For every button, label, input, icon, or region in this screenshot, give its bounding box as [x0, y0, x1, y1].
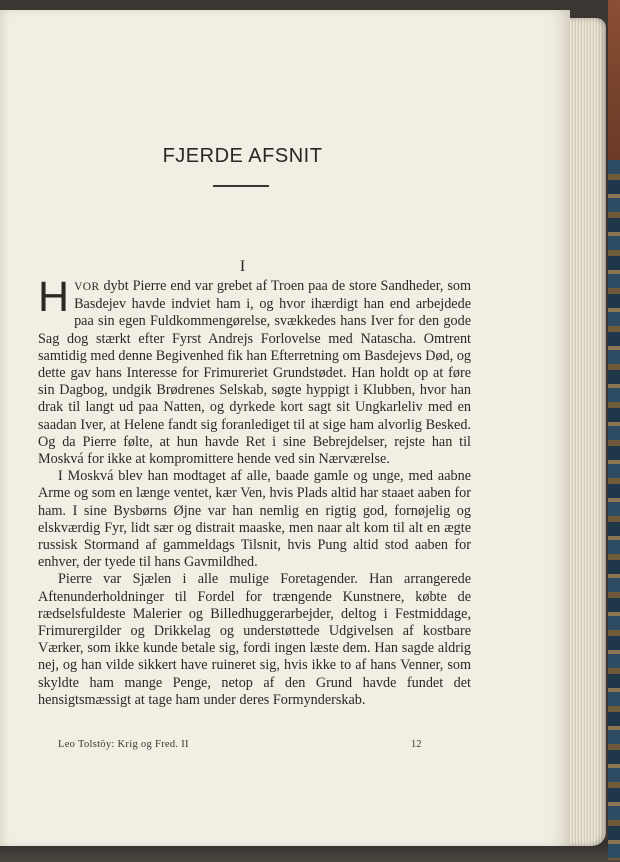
book-spine: [608, 160, 620, 860]
section-number: I: [239, 258, 246, 275]
footer-signature: Leo Tolstöy: Krig og Fred. II: [58, 739, 189, 750]
first-word-smallcaps: VOR: [74, 281, 100, 293]
footer-sheet-number: 12: [411, 739, 422, 750]
paragraph-1: [38, 273, 472, 468]
chapter-title: FJERDE AFSNIT: [162, 145, 323, 167]
paragraph-3: Pierre var Sjælen i alle mulige Foretagender. Han arrangerede Aftenunderholdninger til Fordel for trængende Kunstnere, købte de rædselsfuldeste Malerier og Billedhuggerarbejder, deltog i Festmiddage, Frimurergilder og Drikkelag og understøttede Udgivelsen af kostbare Værker, som ikke kunde betale sig, fordi ingen læste dem. Han sagde aldrig nej, og han vilde sikkert have ruineret sig, hvis ikke to af hans Venner, som skyldte ham mange Penge, netop af den Grund havde fundet det hensigtsmæssigt at tage ham under deres Formynderskab.: [38, 571, 471, 708]
paragraph-1-text: dybt Pierre end var grebet af Troen paa de store Sandheder, som Basdejev havde indviet ham i, og hvor ihærdigt han end arbejdede paa sin egen Fuldkommengørelse, svækkedes hans Iver for den gode Sag dog stærkt efter Fyrst Andrejs Forlovelse med Natascha. Omtrent samtidig med denne Begivenhed fik han Efterretning om Basdejevs Død, og dette gav hans Interesse for Frimureriet Grundstødet. Han holdt op at føre sin Dagbog, undgik Brødrenes Selskab, søgte hyppigt i Klubben, hvor han drak til langt ud paa Natten, og dyrkede kort sagt sit Ungkarleliv med en saadan Iver, at Helene fandt sig foranlediget til at sige ham alvorlig Besked. Og da Pierre følte, at hun havde Ret i sine Bebrejdelser, rejste han til Moskvá for ikke at kompromittere hende ved sin Nærværelse.: [38, 278, 472, 468]
book-page: [0, 10, 570, 846]
paragraph-2: I Moskvá blev han modtaget af alle, baade gamle og unge, med aabne Arme og som en længe ventet, kær Ven, hvis Plads altid har staaet aaben for ham. I sine Bysbørns Øjne var han nemlig en rigtig god, fornøjelig og elskværdig Fyr, lidt sær og distrait maaske, men naar alt kom til alt en ægte russisk Stormand af gammeldags Tilsnit, hvis Pung altid stod aaben for enhver, der tyede til hans Gavmildhed.: [38, 468, 471, 571]
title-rule: [213, 185, 269, 187]
book-cover-edge: [608, 0, 620, 160]
body-text: [38, 273, 472, 709]
drop-cap: H: [38, 273, 70, 321]
